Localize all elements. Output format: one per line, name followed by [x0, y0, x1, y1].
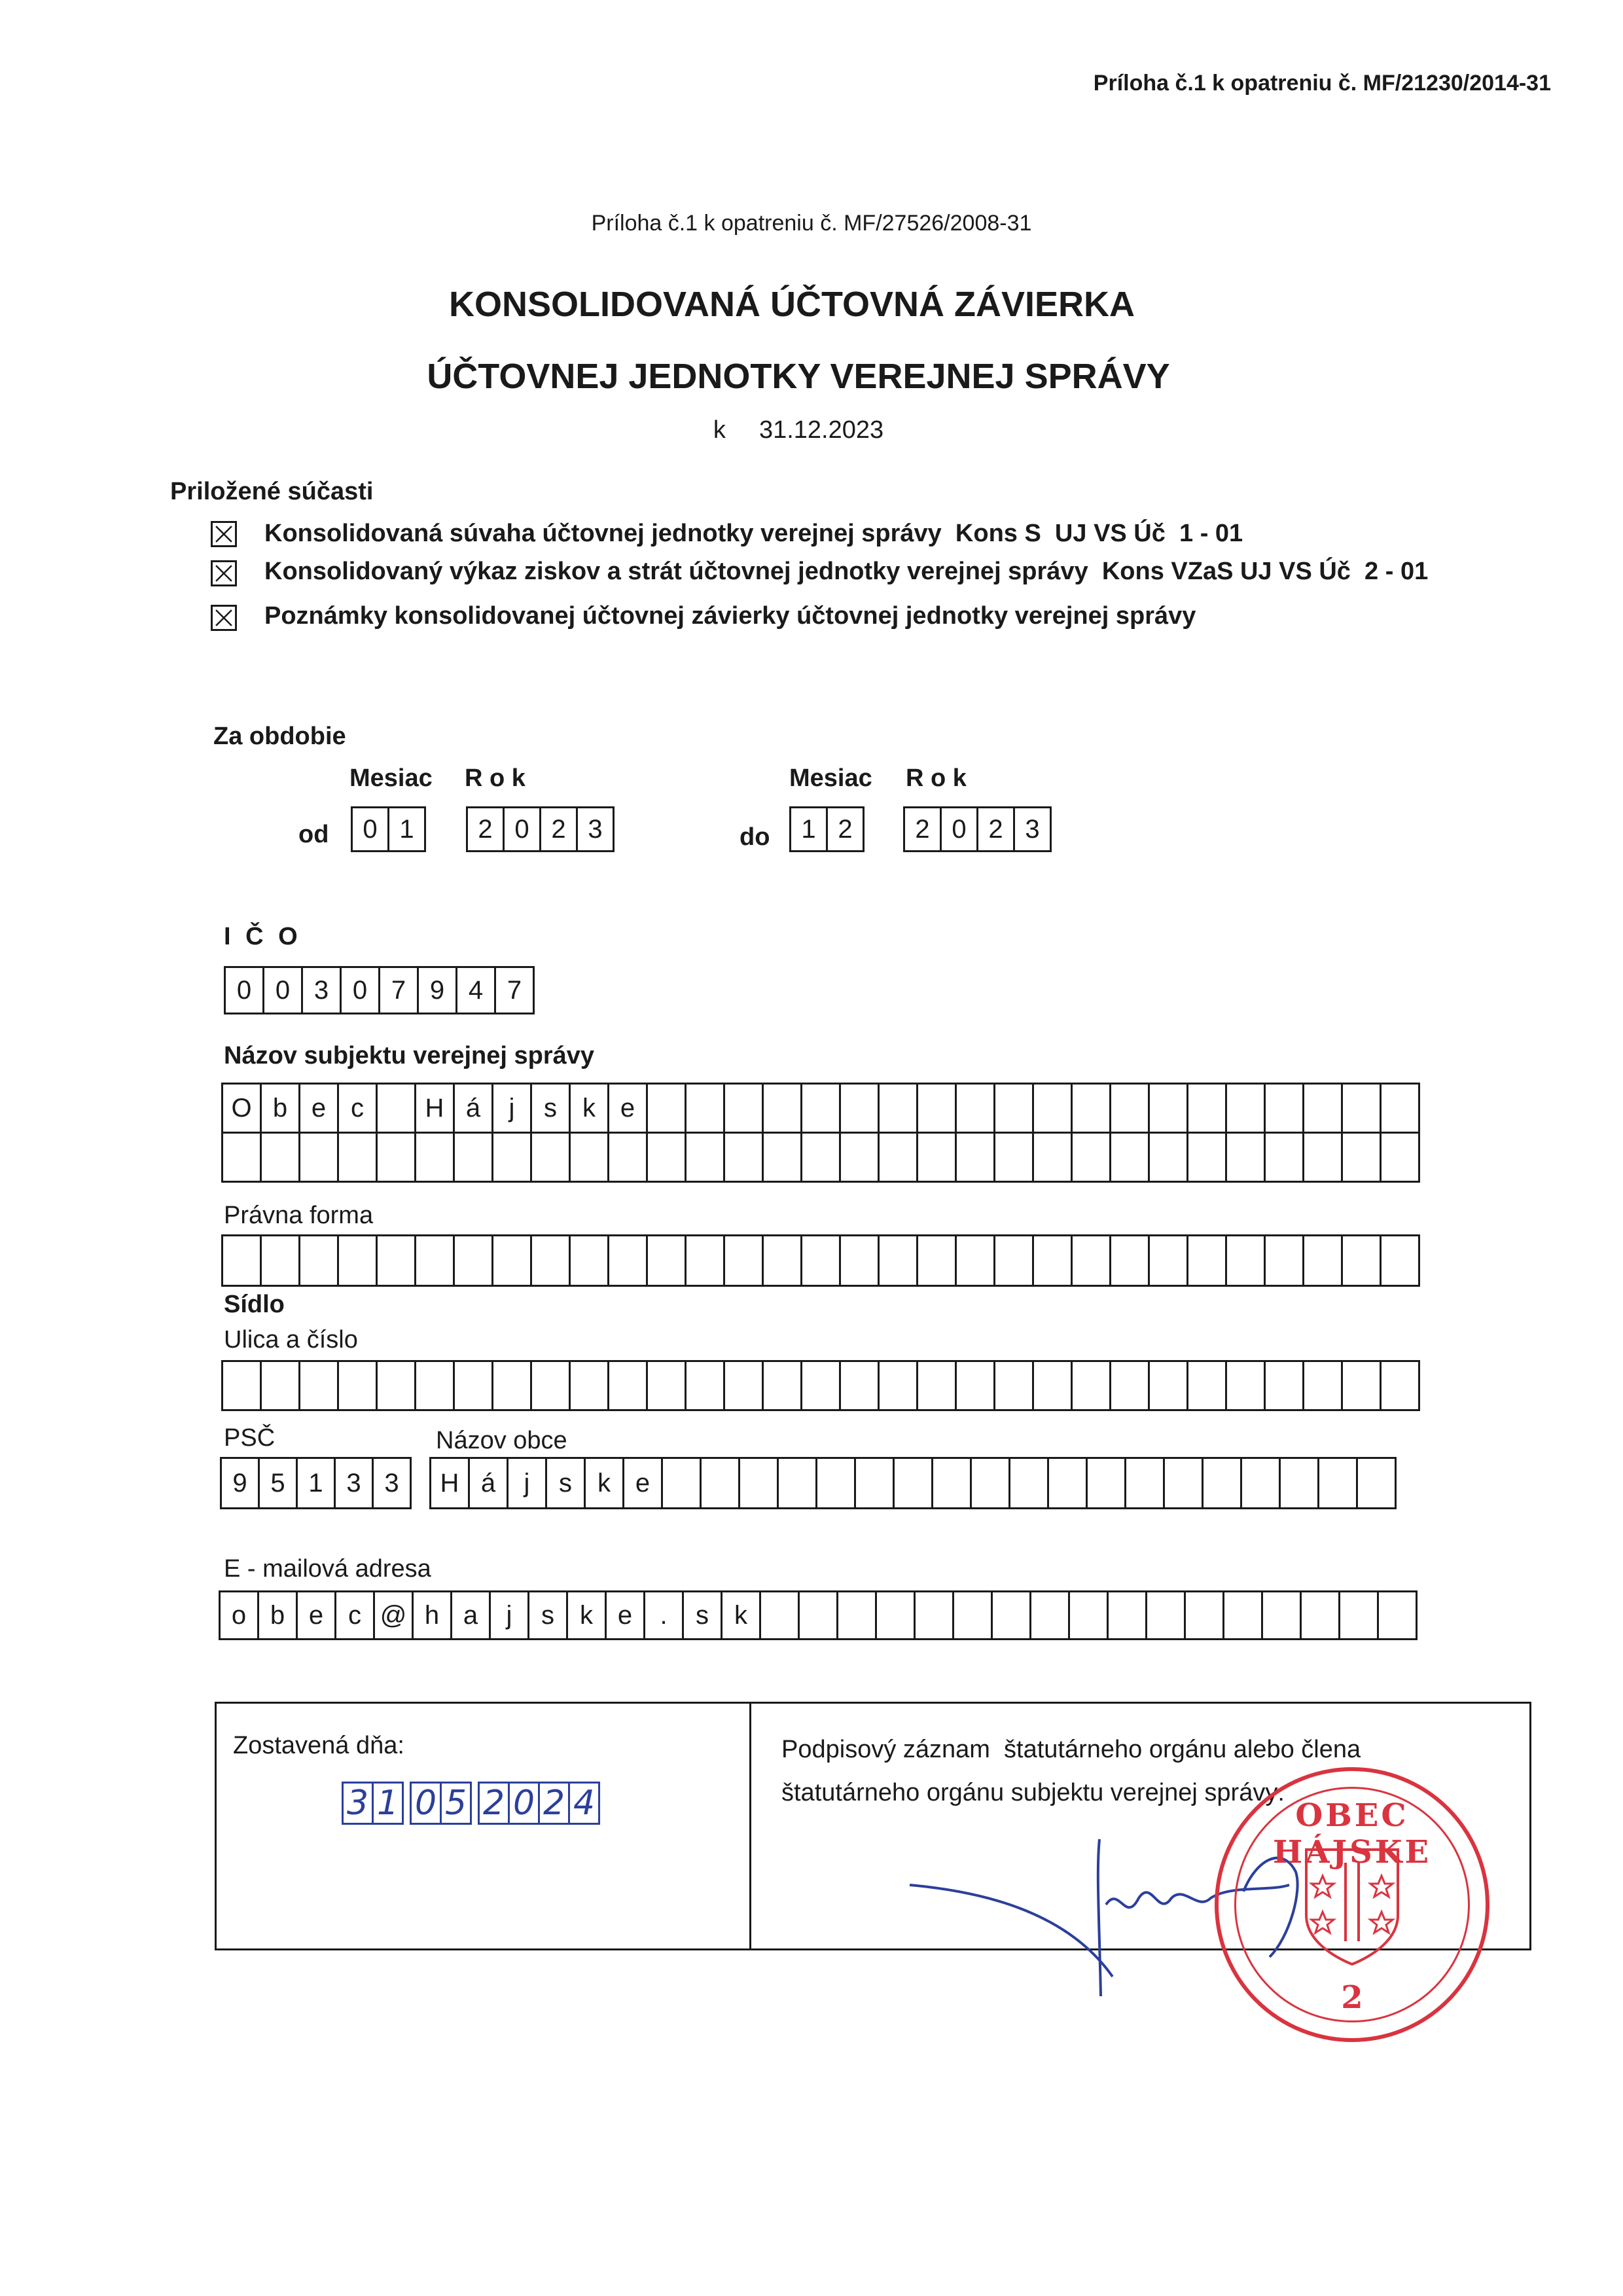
grid-cell[interactable]: H [416, 1083, 455, 1134]
grid-cell[interactable] [1379, 1590, 1418, 1640]
grid-cell[interactable]: e [609, 1083, 648, 1134]
checkmark-x-icon [213, 607, 235, 629]
city-label: Názov obce [436, 1427, 567, 1454]
grid-cell[interactable] [1340, 1590, 1379, 1640]
grid-cell[interactable]: 2 [468, 806, 505, 852]
grid-cell[interactable] [1188, 1132, 1227, 1183]
grid-cell[interactable] [802, 1234, 841, 1287]
grid-cell[interactable] [1319, 1457, 1358, 1509]
grid-cell[interactable] [916, 1590, 954, 1640]
checkmark-x-icon [213, 523, 235, 545]
checkmark-x-icon [213, 562, 235, 584]
grid-cell[interactable] [1111, 1132, 1150, 1183]
from-year-label: R o k [465, 764, 526, 792]
grid-cell[interactable] [880, 1132, 918, 1183]
grid-cell[interactable] [817, 1457, 856, 1509]
grid-cell[interactable] [378, 1234, 416, 1287]
grid-cell[interactable] [1073, 1360, 1111, 1411]
grid-cell[interactable]: 1 [298, 1457, 336, 1509]
grid-cell[interactable] [571, 1234, 609, 1287]
grid-cell[interactable] [532, 1132, 571, 1183]
grid-cell[interactable]: 4 [570, 1782, 600, 1825]
grid-cell[interactable] [1150, 1132, 1188, 1183]
attachment-2-label: Konsolidovaný výkaz ziskov a strát účtovnej jednotky verejnej správy Kons VZaS UJ VS Úč 2 - 01 [264, 558, 1429, 585]
grid-cell[interactable] [300, 1360, 339, 1411]
grid-cell[interactable] [1343, 1234, 1382, 1287]
grid-cell[interactable] [648, 1132, 687, 1183]
grid-cell[interactable]: 5 [442, 1782, 472, 1825]
from-month-label: Mesiac [349, 764, 433, 792]
attachment-1-label: Konsolidovaná súvaha účtovnej jednotky verejnej správy Kons S UJ VS Úč 1 - 01 [264, 520, 1243, 547]
name-grid-row-1[interactable] [221, 1083, 1420, 1134]
grid-cell[interactable] [1188, 1360, 1227, 1411]
grid-cell[interactable] [1227, 1132, 1266, 1183]
grid-cell[interactable] [339, 1234, 378, 1287]
grid-cell[interactable] [262, 1132, 300, 1183]
grid-cell[interactable] [1150, 1234, 1188, 1287]
grid-cell[interactable] [1382, 1083, 1420, 1134]
grid-cell[interactable]: 0 [505, 806, 541, 852]
grid-cell[interactable]: 9 [419, 966, 457, 1014]
grid-cell[interactable] [995, 1234, 1034, 1287]
grid-cell[interactable] [455, 1132, 493, 1183]
grid-cell[interactable]: á [455, 1083, 493, 1134]
from-month-grid[interactable] [351, 806, 426, 852]
grid-cell[interactable] [571, 1360, 609, 1411]
attachment-3-label: Poznámky konsolidovanej účtovnej závierky účtovnej jednotky verejnej správy [264, 602, 1196, 630]
legal-form-grid[interactable] [221, 1234, 1420, 1287]
grid-cell[interactable] [1227, 1360, 1266, 1411]
grid-cell[interactable] [1034, 1360, 1073, 1411]
grid-cell[interactable] [1304, 1234, 1343, 1287]
grid-cell[interactable]: c [339, 1083, 378, 1134]
report-date: 31.12.2023 [758, 416, 884, 444]
grid-cell[interactable]: . [645, 1590, 684, 1640]
title-line-2: ÚČTOVNEJ JEDNOTKY VEREJNEJ SPRÁVY [427, 357, 1170, 396]
grid-cell[interactable]: s [529, 1590, 568, 1640]
grid-cell[interactable]: 3 [336, 1457, 374, 1509]
grid-cell[interactable]: 7 [496, 966, 535, 1014]
grid-cell[interactable] [764, 1234, 802, 1287]
grid-cell[interactable] [1150, 1360, 1188, 1411]
grid-cell[interactable] [802, 1132, 841, 1183]
grid-cell[interactable] [339, 1132, 378, 1183]
grid-cell[interactable] [1073, 1083, 1111, 1134]
signature-box-divider [749, 1702, 751, 1950]
grid-cell[interactable]: k [722, 1590, 761, 1640]
grid-cell[interactable] [841, 1132, 880, 1183]
name-label: Názov subjektu verejnej správy [224, 1042, 595, 1069]
grid-cell[interactable] [972, 1457, 1010, 1509]
compiled-year-grid[interactable] [478, 1782, 600, 1825]
grid-cell[interactable] [223, 1234, 262, 1287]
grid-cell[interactable] [1343, 1083, 1382, 1134]
grid-cell[interactable] [300, 1234, 339, 1287]
grid-cell[interactable] [493, 1234, 532, 1287]
grid-cell[interactable] [1302, 1590, 1340, 1640]
grid-cell[interactable] [880, 1234, 918, 1287]
signature-label-line-1: Podpisový záznam štatutárneho orgánu alebo člena [781, 1736, 1361, 1763]
grid-cell[interactable]: 0 [942, 806, 978, 852]
ico-grid[interactable] [224, 966, 535, 1014]
grid-cell[interactable] [1227, 1234, 1266, 1287]
street-grid[interactable] [221, 1360, 1420, 1411]
grid-cell[interactable] [802, 1083, 841, 1134]
grid-cell[interactable] [995, 1360, 1034, 1411]
grid-cell[interactable]: c [336, 1590, 375, 1640]
grid-cell[interactable] [725, 1132, 764, 1183]
grid-cell[interactable] [609, 1360, 648, 1411]
grid-cell[interactable]: 0 [264, 966, 303, 1014]
grid-cell[interactable] [1109, 1590, 1147, 1640]
grid-cell[interactable]: 2 [480, 1782, 510, 1825]
annex-inner: Príloha č.1 k opatreniu č. MF/27526/2008-31 [591, 211, 1032, 236]
grid-cell[interactable] [416, 1132, 455, 1183]
grid-cell[interactable] [725, 1083, 764, 1134]
grid-cell[interactable] [1304, 1132, 1343, 1183]
to-year-grid[interactable] [903, 806, 1052, 852]
grid-cell[interactable] [740, 1457, 779, 1509]
grid-cell[interactable]: s [547, 1457, 586, 1509]
grid-cell[interactable]: 2 [541, 806, 578, 852]
grid-cell[interactable]: k [571, 1083, 609, 1134]
attachment-1-checkbox[interactable] [211, 521, 237, 547]
psc-grid[interactable] [220, 1457, 412, 1509]
grid-cell[interactable]: b [262, 1083, 300, 1134]
grid-cell[interactable] [1111, 1360, 1150, 1411]
grid-cell[interactable]: j [508, 1457, 547, 1509]
grid-cell[interactable]: 5 [260, 1457, 298, 1509]
grid-cell[interactable] [493, 1132, 532, 1183]
grid-cell[interactable] [1224, 1590, 1263, 1640]
grid-cell[interactable] [223, 1360, 262, 1411]
grid-cell[interactable] [957, 1132, 995, 1183]
grid-cell[interactable]: 3 [303, 966, 342, 1014]
grid-cell[interactable] [802, 1360, 841, 1411]
grid-cell[interactable]: j [493, 1083, 532, 1134]
grid-cell[interactable] [1343, 1132, 1382, 1183]
grid-cell[interactable] [378, 1132, 416, 1183]
grid-cell[interactable]: k [586, 1457, 624, 1509]
grid-cell[interactable] [1150, 1083, 1188, 1134]
grid-cell[interactable] [954, 1590, 993, 1640]
grid-cell[interactable]: s [684, 1590, 722, 1640]
grid-cell[interactable] [1266, 1132, 1304, 1183]
grid-cell[interactable] [1010, 1457, 1049, 1509]
grid-cell[interactable] [895, 1457, 933, 1509]
grid-cell[interactable]: e [624, 1457, 663, 1509]
grid-cell[interactable] [663, 1457, 702, 1509]
grid-cell[interactable] [339, 1360, 378, 1411]
grid-cell[interactable]: 0 [226, 966, 264, 1014]
grid-cell[interactable] [933, 1457, 972, 1509]
grid-cell[interactable] [1227, 1083, 1266, 1134]
grid-cell[interactable] [1188, 1234, 1227, 1287]
grid-cell[interactable]: O [223, 1083, 262, 1134]
grid-cell[interactable]: 2 [978, 806, 1015, 852]
grid-cell[interactable] [1111, 1083, 1150, 1134]
grid-cell[interactable] [1358, 1457, 1397, 1509]
grid-cell[interactable] [841, 1234, 880, 1287]
report-date-row [0, 416, 1597, 444]
grid-cell[interactable]: 2 [828, 806, 865, 852]
grid-cell[interactable]: 9 [222, 1457, 260, 1509]
grid-cell[interactable]: j [491, 1590, 529, 1640]
grid-cell[interactable] [856, 1457, 895, 1509]
compiled-month-grid[interactable] [410, 1782, 472, 1825]
grid-cell[interactable] [995, 1132, 1034, 1183]
grid-cell[interactable] [957, 1360, 995, 1411]
grid-cell[interactable] [1204, 1457, 1242, 1509]
grid-cell[interactable] [262, 1234, 300, 1287]
title-line-1: KONSOLIDOVANÁ ÚČTOVNÁ ZÁVIERKA [448, 285, 1135, 324]
stamp-number: 2 [1341, 1979, 1363, 2016]
grid-cell[interactable] [918, 1360, 957, 1411]
grid-cell[interactable] [880, 1083, 918, 1134]
grid-cell[interactable] [1111, 1234, 1150, 1287]
grid-cell[interactable] [800, 1590, 838, 1640]
grid-cell[interactable] [880, 1360, 918, 1411]
grid-cell[interactable]: s [532, 1083, 571, 1134]
seat-heading: Sídlo [224, 1291, 285, 1318]
ico-label: I Č O [224, 923, 302, 950]
grid-cell[interactable] [416, 1234, 455, 1287]
coat-of-arms-icon [1300, 1843, 1404, 1967]
grid-cell[interactable]: 4 [457, 966, 496, 1014]
grid-cell[interactable]: 1 [374, 1782, 404, 1825]
grid-cell[interactable] [223, 1132, 262, 1183]
grid-cell[interactable] [1070, 1590, 1109, 1640]
grid-cell[interactable] [1242, 1457, 1281, 1509]
grid-cell[interactable] [609, 1234, 648, 1287]
grid-cell[interactable] [687, 1360, 725, 1411]
grid-cell[interactable] [918, 1132, 957, 1183]
name-grid-row-2[interactable] [221, 1132, 1420, 1183]
grid-cell[interactable]: 0 [353, 806, 389, 852]
grid-cell[interactable] [1304, 1360, 1343, 1411]
grid-cell[interactable] [918, 1083, 957, 1134]
grid-cell[interactable]: 3 [344, 1782, 374, 1825]
to-year-label: R o k [906, 764, 967, 792]
grid-cell[interactable]: 3 [578, 806, 615, 852]
grid-cell[interactable] [455, 1360, 493, 1411]
grid-cell[interactable]: á [470, 1457, 508, 1509]
grid-cell[interactable] [300, 1132, 339, 1183]
grid-cell[interactable]: a [452, 1590, 491, 1640]
grid-cell[interactable] [1266, 1234, 1304, 1287]
grid-cell[interactable] [609, 1132, 648, 1183]
grid-cell[interactable] [761, 1590, 800, 1640]
grid-cell[interactable] [493, 1360, 532, 1411]
grid-cell[interactable] [993, 1590, 1031, 1640]
compiled-day-grid[interactable] [342, 1782, 404, 1825]
grid-cell[interactable] [532, 1234, 571, 1287]
grid-cell[interactable] [1034, 1234, 1073, 1287]
to-month-label: Mesiac [789, 764, 872, 792]
grid-cell[interactable] [687, 1083, 725, 1134]
grid-cell[interactable]: 7 [380, 966, 419, 1014]
grid-cell[interactable]: @ [375, 1590, 414, 1640]
grid-cell[interactable] [725, 1234, 764, 1287]
email-grid[interactable] [219, 1590, 1418, 1640]
grid-cell[interactable] [1266, 1360, 1304, 1411]
grid-cell[interactable]: 0 [510, 1782, 540, 1825]
grid-cell[interactable] [1165, 1457, 1204, 1509]
grid-cell[interactable] [1049, 1457, 1088, 1509]
grid-cell[interactable]: 1 [389, 806, 426, 852]
grid-cell[interactable] [532, 1360, 571, 1411]
attachments-heading: Priložené súčasti [170, 478, 374, 505]
grid-cell[interactable] [648, 1360, 687, 1411]
grid-cell[interactable] [995, 1083, 1034, 1134]
grid-cell[interactable] [1031, 1590, 1070, 1640]
grid-cell[interactable]: h [414, 1590, 452, 1640]
grid-cell[interactable] [1382, 1360, 1420, 1411]
grid-cell[interactable] [702, 1457, 740, 1509]
grid-cell[interactable] [378, 1360, 416, 1411]
grid-cell[interactable] [764, 1360, 802, 1411]
grid-cell[interactable] [1382, 1132, 1420, 1183]
grid-cell[interactable] [1266, 1083, 1304, 1134]
legal-form-label: Právna forma [224, 1202, 374, 1229]
grid-cell[interactable]: H [431, 1457, 470, 1509]
grid-cell[interactable] [779, 1457, 817, 1509]
grid-cell[interactable] [1126, 1457, 1165, 1509]
compiled-label: Zostavená dňa: [233, 1732, 404, 1759]
grid-cell[interactable] [838, 1590, 877, 1640]
grid-cell[interactable] [1034, 1132, 1073, 1183]
grid-cell[interactable]: o [221, 1590, 259, 1640]
grid-cell[interactable] [1073, 1234, 1111, 1287]
grid-cell[interactable] [841, 1360, 880, 1411]
grid-cell[interactable]: k [568, 1590, 607, 1640]
grid-cell[interactable] [1281, 1457, 1319, 1509]
grid-cell[interactable] [648, 1083, 687, 1134]
grid-cell[interactable]: 0 [412, 1782, 442, 1825]
grid-cell[interactable]: e [298, 1590, 336, 1640]
period-heading: Za obdobie [213, 723, 346, 750]
grid-cell[interactable] [764, 1132, 802, 1183]
grid-cell[interactable] [1382, 1234, 1420, 1287]
street-label: Ulica a číslo [224, 1326, 358, 1354]
annex-top: Príloha č.1 k opatreniu č. MF/21230/2014-31 [1093, 71, 1551, 96]
grid-cell[interactable] [571, 1132, 609, 1183]
grid-cell[interactable] [1186, 1590, 1224, 1640]
grid-cell[interactable] [1034, 1083, 1073, 1134]
grid-cell[interactable] [1073, 1132, 1111, 1183]
grid-cell[interactable] [841, 1083, 880, 1134]
to-label: do [740, 823, 770, 851]
grid-cell[interactable] [262, 1360, 300, 1411]
grid-cell[interactable] [1304, 1083, 1343, 1134]
grid-cell[interactable] [455, 1234, 493, 1287]
attachment-3-checkbox[interactable] [211, 605, 237, 631]
grid-cell[interactable]: e [300, 1083, 339, 1134]
official-stamp [1215, 1767, 1489, 2042]
grid-cell[interactable] [687, 1234, 725, 1287]
grid-cell[interactable]: 2 [905, 806, 942, 852]
date-prefix: k [713, 416, 726, 444]
city-grid[interactable] [429, 1457, 1397, 1509]
grid-cell[interactable] [957, 1083, 995, 1134]
psc-label: PSČ [224, 1424, 276, 1452]
email-label: E - mailová adresa [224, 1555, 431, 1583]
grid-cell[interactable] [1147, 1590, 1186, 1640]
grid-cell[interactable]: e [607, 1590, 645, 1640]
from-label: od [298, 821, 329, 848]
grid-cell[interactable]: 2 [540, 1782, 570, 1825]
signature-label-line-2: štatutárneho orgánu subjektu verejnej správy: [781, 1779, 1285, 1806]
grid-cell[interactable] [416, 1360, 455, 1411]
grid-cell[interactable] [918, 1234, 957, 1287]
grid-cell[interactable] [1088, 1457, 1126, 1509]
to-month-grid[interactable] [789, 806, 865, 852]
grid-cell[interactable] [725, 1360, 764, 1411]
grid-cell[interactable]: 3 [374, 1457, 412, 1509]
grid-cell[interactable] [378, 1083, 416, 1134]
grid-cell[interactable]: 3 [1015, 806, 1052, 852]
grid-cell[interactable]: b [259, 1590, 298, 1640]
grid-cell[interactable] [1263, 1590, 1302, 1640]
from-year-grid[interactable] [466, 806, 615, 852]
grid-cell[interactable] [687, 1132, 725, 1183]
grid-cell[interactable] [877, 1590, 916, 1640]
grid-cell[interactable] [1343, 1360, 1382, 1411]
grid-cell[interactable] [764, 1083, 802, 1134]
grid-cell[interactable]: 1 [791, 806, 828, 852]
stamp-text: OBEC HÁJSKE [1272, 1797, 1432, 1871]
grid-cell[interactable] [648, 1234, 687, 1287]
grid-cell[interactable] [1188, 1083, 1227, 1134]
grid-cell[interactable] [957, 1234, 995, 1287]
grid-cell[interactable]: 0 [342, 966, 380, 1014]
attachment-2-checkbox[interactable] [211, 560, 237, 586]
